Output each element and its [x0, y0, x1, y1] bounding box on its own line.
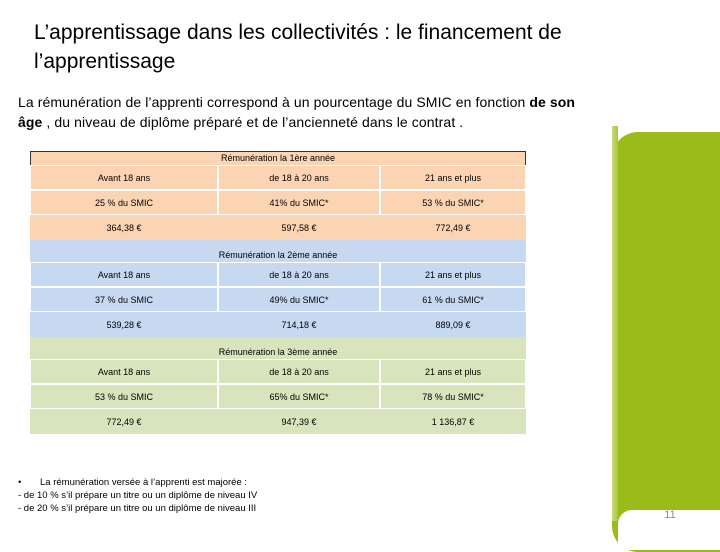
footnote-text-1: La rémunération versée à l’apprenti est majorée :: [40, 477, 248, 488]
table-cell: 539,28 €: [106, 320, 142, 330]
decorative-green-bar: [612, 126, 618, 521]
table-cell: 772,49 €: [435, 223, 471, 233]
intro-text-1: La rémunération de l’apprenti correspond à un pourcentage du SMIC en fonction: [18, 94, 530, 110]
table-year-2-grid: [30, 262, 526, 337]
intro-paragraph: [18, 92, 603, 132]
table-cell: 53 % du SMIC*: [380, 190, 526, 215]
table-cell: 714,18 €: [281, 320, 317, 330]
table-cell: 21 ans et plus: [380, 359, 526, 384]
table-year-3-title: Rémunération la 3ème année: [218, 347, 338, 357]
table-cell: 772,49 €: [106, 417, 142, 427]
page-number: 11: [664, 509, 676, 521]
table-cell: 78 % du SMIC*: [380, 384, 526, 409]
table-cell: 889,09 €: [435, 320, 471, 330]
slide-title: L’apprentissage dans les collectivités : le financement de l’apprentissage: [34, 21, 562, 73]
table-cell: de 18 à 20 ans: [218, 359, 380, 384]
table-cell: Avant 18 ans: [30, 262, 218, 287]
table-year-3: [30, 337, 526, 434]
table-cell: 21 ans et plus: [380, 262, 526, 287]
table-year-1-grid: [30, 165, 526, 240]
table-year-2: [30, 240, 526, 337]
table-cell: 61 % du SMIC*: [380, 287, 526, 312]
table-cell: Avant 18 ans: [30, 359, 218, 384]
intro-bold-text: de son âge: [18, 94, 576, 130]
table-cell: 1 136,87 €: [431, 417, 475, 427]
table-year-1-title: Rémunération la 1ère année: [30, 151, 526, 165]
decorative-green-shape: [612, 132, 720, 552]
footnote: [18, 476, 378, 515]
table-cell: de 18 à 20 ans: [218, 165, 380, 190]
table-cell: 65% du SMIC*: [218, 384, 380, 409]
table-cell: de 18 à 20 ans: [218, 262, 380, 287]
table-cell: 41% du SMIC*: [218, 190, 380, 215]
table-cell: 49% du SMIC*: [218, 287, 380, 312]
footnote-line-3: - de 20 % s’il prépare un titre ou un diplôme de niveau III: [18, 503, 257, 514]
bullet-icon: •: [18, 477, 22, 488]
table-cell: 25 % du SMIC: [30, 190, 218, 215]
remuneration-tables: [30, 151, 526, 434]
table-year-3-grid: [30, 359, 526, 434]
table-cell: 364,38 €: [106, 223, 142, 233]
table-year-2-title: Rémunération la 2ème année: [218, 250, 338, 260]
footnote-line-2: - de 10 % s’il prépare un titre ou un diplôme de niveau IV: [18, 490, 258, 501]
intro-text-2: , du niveau de diplôme préparé et de l’ancienneté dans le contrat .: [42, 114, 464, 130]
table-year-1: [30, 151, 526, 240]
table-cell: 947,39 €: [281, 417, 317, 427]
footnote-line-1: [18, 476, 378, 489]
table-cell: 37 % du SMIC: [30, 287, 218, 312]
table-cell: Avant 18 ans: [30, 165, 218, 190]
table-cell: 53 % du SMIC: [30, 384, 218, 409]
table-cell: 21 ans et plus: [380, 165, 526, 190]
table-cell: 597,58 €: [281, 223, 317, 233]
